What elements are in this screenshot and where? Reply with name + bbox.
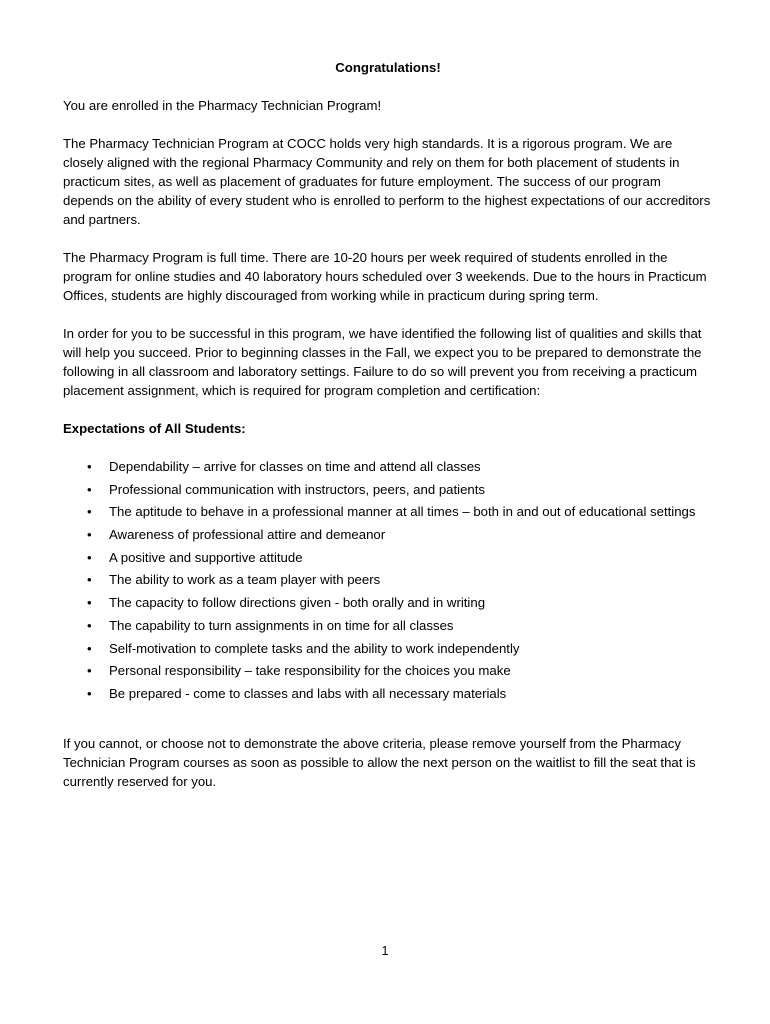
document-page	[63, 58, 713, 810]
list-item	[63, 639, 713, 658]
list-item-text: The capability to turn assignments in on time for all classes	[109, 617, 454, 633]
list-item	[63, 525, 713, 544]
list-item	[63, 457, 713, 476]
bullet-icon: •	[87, 527, 92, 543]
bullet-icon: •	[87, 481, 92, 497]
bullet-icon: •	[87, 640, 92, 656]
closing-paragraph: If you cannot, or choose not to demonstrate the above criteria, please remove yourself from the Pharmacy Technician Program courses as soon as possible to allow the next person on the waitlist to fill the seat that is currently reserved for you.	[63, 736, 696, 790]
bullet-icon: •	[87, 549, 92, 565]
list-item	[63, 616, 713, 635]
list-item	[63, 548, 713, 567]
bullet-icon: •	[87, 663, 92, 679]
bullet-icon: •	[87, 595, 92, 611]
bullet-icon: •	[87, 685, 92, 701]
standards-paragraph: The Pharmacy Technician Program at COCC holds very high standards. It is a rigorous program. We are closely aligned with the regional Pharmacy Community and rely on them for both placement of students in practicum sites, as well as placement of graduates for future employment. The success of our program depends on the ability of every student who is enrolled to perform to the highest expectations of our accreditors and partners.	[63, 136, 711, 227]
list-item-text: A positive and supportive attitude	[109, 549, 303, 565]
list-item	[63, 502, 713, 521]
list-item-text: Self-motivation to complete tasks and the ability to work independently	[109, 640, 520, 656]
bullet-icon: •	[87, 572, 92, 588]
list-item	[63, 480, 713, 499]
requirements-paragraph: In order for you to be successful in this program, we have identified the following list of qualities and skills that will help you succeed. Prior to beginning classes in the Fall, we expect you to be prepared to demonstrate the following in all classroom and laboratory settings. Failure to do so will prevent you from receiving a practicum placement assignment, which is required for program completion and certification:	[63, 326, 702, 398]
expectations-list	[63, 457, 713, 703]
expectations-heading: Expectations of All Students:	[63, 421, 246, 436]
bullet-icon: •	[87, 504, 92, 520]
list-item-text: The ability to work as a team player with peers	[109, 572, 381, 588]
list-item-text: Professional communication with instructors, peers, and patients	[109, 481, 486, 497]
list-item-text: Awareness of professional attire and demeanor	[109, 527, 386, 543]
list-item-text: Be prepared - come to classes and labs with all necessary materials	[109, 685, 507, 701]
list-item	[63, 684, 713, 703]
list-item	[63, 593, 713, 612]
list-item	[63, 570, 713, 589]
page-title: Congratulations!	[335, 60, 441, 75]
page-number: 1	[381, 944, 389, 958]
bullet-icon: •	[87, 459, 92, 474]
list-item-text: The capacity to follow directions given - both orally and in writing	[109, 595, 486, 611]
list-item-text: Dependability – arrive for classes on time and attend all classes	[109, 459, 481, 474]
list-item-text: Personal responsibility – take responsibility for the choices you make	[109, 663, 511, 679]
schedule-paragraph: The Pharmacy Program is full time. There are 10-20 hours per week required of students enrolled in the program for online studies and 40 laboratory hours scheduled over 3 weekends. Due to the hours in Practicum Offices, students are highly discouraged from working while in practicum during spring term.	[63, 250, 707, 303]
bullet-icon: •	[87, 617, 92, 633]
list-item	[63, 661, 713, 680]
intro-paragraph: You are enrolled in the Pharmacy Technician Program!	[63, 98, 382, 113]
list-item-text: The aptitude to behave in a professional manner at all times – both in and out of educational settings	[109, 504, 696, 520]
